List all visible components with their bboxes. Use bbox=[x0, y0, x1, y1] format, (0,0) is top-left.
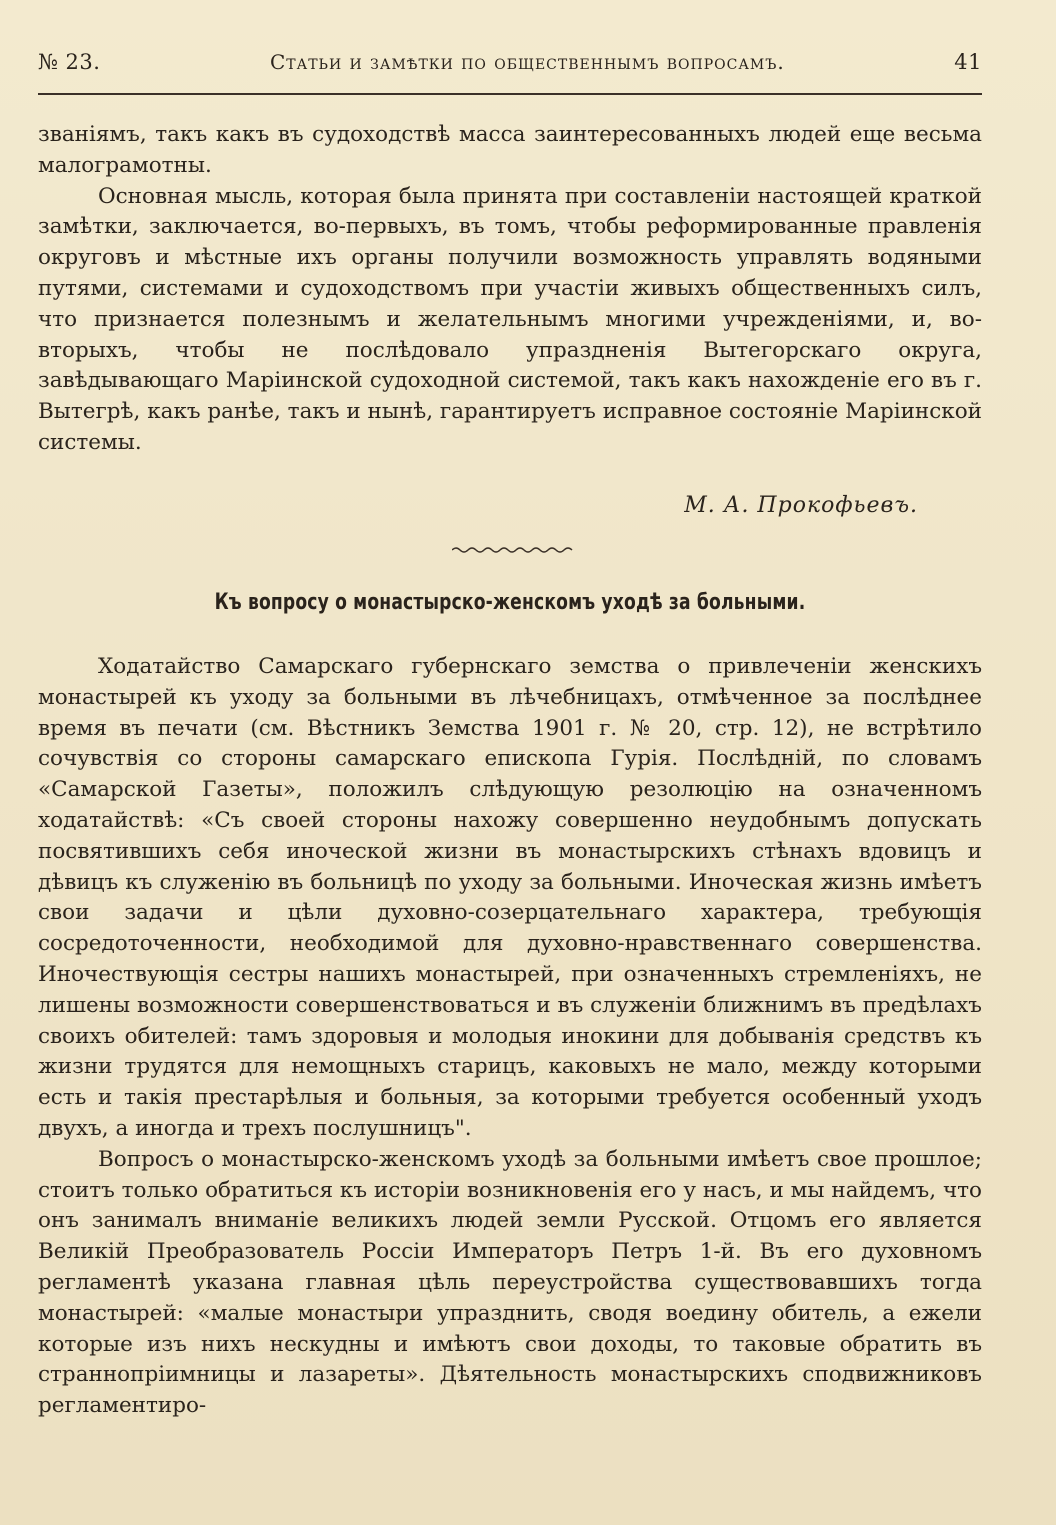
article2-body bbox=[38, 652, 982, 1422]
article1-paragraph: званіямъ, такъ какъ въ судоходствѣ масса заинтересованныхъ людей еще весьма малограмотны. bbox=[38, 122, 982, 178]
page-header bbox=[38, 50, 982, 90]
header-rule bbox=[38, 93, 982, 95]
page-number: 41 bbox=[954, 50, 982, 74]
author-signature: М. А. Прокофьевъ. bbox=[684, 493, 918, 518]
article2-title: Къ вопросу о монастырско-женскомъ уходѣ за больными. bbox=[214, 590, 806, 615]
article1-paragraph: Основная мысль, которая была принята при составленіи настоящей краткой замѣтки, заключается, во-первыхъ, въ томъ, чтобы реформированные правленія округовъ и мѣстные ихъ органы получили возможность управлять водяными путями, системами и судоходствомъ при участіи живыхъ общественныхъ силъ, что признается полезнымъ и желательнымъ многими учрежденіями, и, во-вторыхъ, чтобы не послѣдовало упраздненія Вытегорскаго округа, завѣдывающаго Маріинской судоходной системой, такъ какъ нахожденіе его въ г. Вытегрѣ, какъ ранѣе, такъ и нынѣ, гарантируетъ исправное состояніе Маріинской системы. bbox=[38, 183, 982, 455]
running-title: Статьи и замѣтки по общественнымъ вопросамъ. bbox=[269, 50, 785, 74]
wavy-divider-icon bbox=[452, 544, 576, 556]
article2-paragraph: Вопросъ о монастырско-женскомъ уходѣ за больными имѣетъ свое прошлое; стоитъ только обратиться къ исторіи возникновенія его у насъ, и мы найдемъ, что онъ занималъ вниманіе великихъ людей земли Русской. Отцомъ его является Великій Преобразователь Россіи Императоръ Петръ 1-й. Въ его духовномъ регламентѣ указана главная цѣль переустройства существовавшихъ тогда монастырей: «малые монастыри упразднить, сводя воедину обитель, а ежели которые изъ нихъ нескудны и имѣютъ свои доходы, то таковые обратить въ страннопріимницы и лазареты». Дѣятельность монастырскихъ сподвижниковъ регламентиро- bbox=[38, 1146, 982, 1419]
article2-paragraph: Ходатайство Самарскаго губернскаго земства о привлеченіи женскихъ монастырей къ уходу за больными въ лѣчебницахъ, отмѣченное за послѣднее время въ печати (см. Вѣстникъ Земства 1901 г. № 20, стр. 12), не встрѣтило сочувствія со стороны самарскаго епископа Гурія. Послѣдній, по словамъ «Самарской Газеты», положилъ слѣдующую резолюцію на означенномъ ходатайствѣ: «Съ своей стороны нахожу совершенно неудобнымъ допускать посвятившихъ себя иноческой жизни въ монастырскихъ стѣнахъ вдовицъ и дѣвицъ къ служенію въ больницѣ по уходу за больными. Иноческая жизнь имѣетъ свои задачи и цѣли духовно-созерцательнаго характера, требующія сосредоточенности, необходимой для духовно-нравственнаго совершенства. Иночествующія сестры нашихъ монастырей, при означенныхъ стремленіяхъ, не лишены возможности совершенствоваться и въ служеніи ближнимъ въ предѣлахъ своихъ обителей: тамъ здоровыя и молодыя инокини для добыванія средствъ къ жизни трудятся для немощныхъ старицъ, каковыхъ не мало, между которыми есть и такія престарѣлыя и больныя, за которыми требуется особенный уходъ двухъ, а иногда и трехъ послушницъ". bbox=[38, 654, 982, 1141]
article1-body bbox=[38, 120, 982, 459]
issue-number: № 23. bbox=[38, 50, 101, 74]
